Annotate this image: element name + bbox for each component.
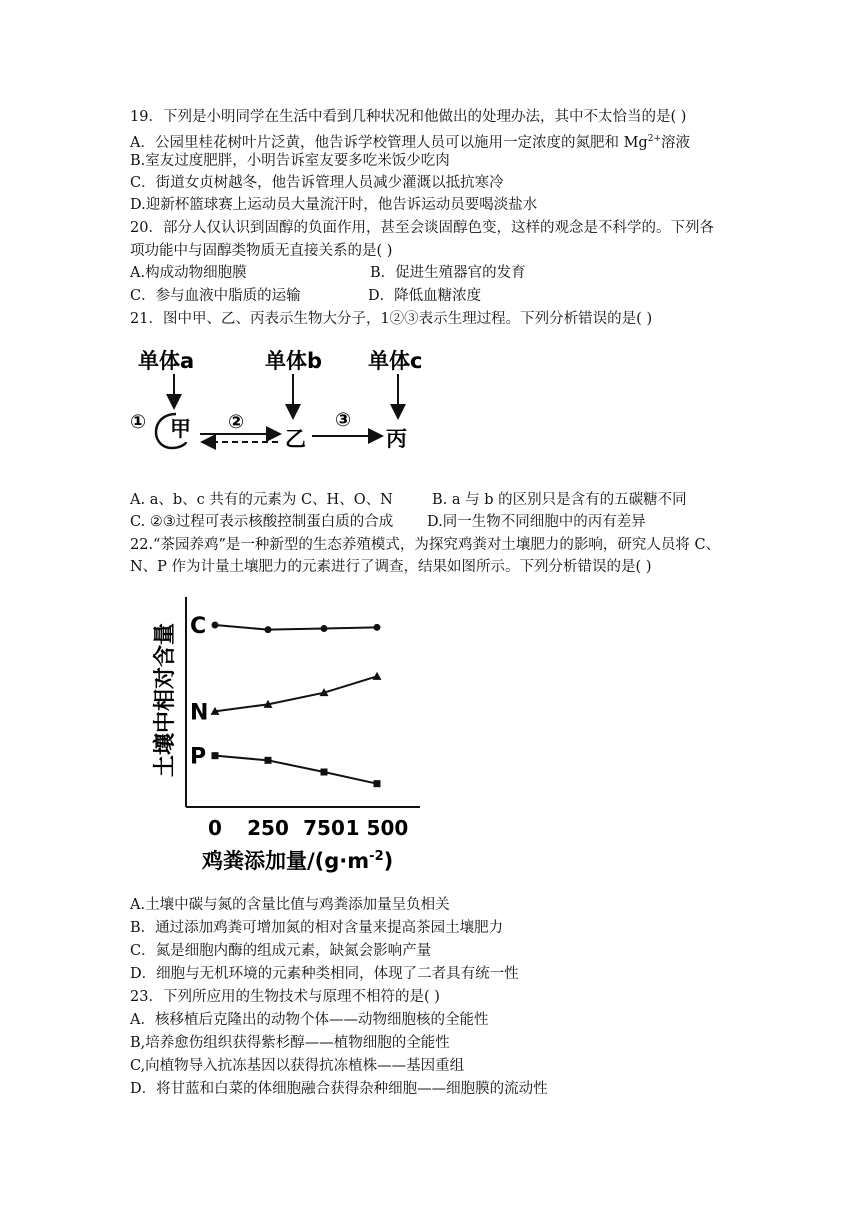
data-point-p: [265, 757, 272, 764]
q20-option-a: A.构成动物细胞膜: [130, 265, 247, 281]
series-label-c: C: [190, 614, 207, 639]
x-axis-label-text: 鸡粪添加量/(g·m: [202, 849, 370, 873]
q19-option-c: C．街道女贞树越冬，他告诉管理人员减少灌溉以抵抗寒冷: [130, 175, 504, 191]
series-label-n: N: [190, 700, 209, 726]
x-axis-label: [201, 849, 393, 873]
q19-option-a-tail: 溶液: [661, 134, 690, 151]
data-point-p: [212, 752, 219, 759]
series-line-n: [215, 676, 377, 711]
q20-option-b: B．促进生殖器官的发育: [370, 265, 526, 281]
soil-element-chart: [130, 585, 430, 885]
x-axis-label-sup: -2: [369, 849, 384, 864]
data-point-c: [374, 624, 381, 631]
series-line-p: [215, 756, 377, 784]
monomer-c-label: 单体c: [368, 349, 423, 373]
q22-option-d: D．细胞与无机环境的元素种类相同，体现了二者具有统一性: [130, 966, 519, 982]
q23-option-c: C,向植物导入抗冻基因以获得抗冻植株——基因重组: [130, 1058, 465, 1074]
q19-stem: 19．下列是小明同学在生活中看到几种状况和他做出的处理办法，其中不太恰当的是( ): [130, 109, 687, 125]
q19-option-a: [130, 129, 690, 153]
q22-option-b: B．通过添加鸡粪可增加氮的相对含量来提高茶园土壤肥力: [130, 920, 504, 936]
q22-stem-line1: 22.“茶园养鸡”是一种新型的生态养殖模式，为探究鸡粪对土壤肥力的影响，研究人员将 C、: [130, 537, 721, 553]
q21-option-a: A. a、b、c 共有的元素为 C、H、O、N: [130, 492, 393, 508]
q23-stem: 23．下列所应用的生物技术与原理不相符的是( ): [130, 989, 440, 1005]
q23-option-d: D．将甘蓝和白菜的体细胞融合获得杂种细胞——细胞膜的流动性: [130, 1081, 548, 1097]
ticks-layer: [208, 816, 408, 840]
q20-option-c: C．参与血液中脂质的运输: [130, 288, 301, 304]
q22-stem-line2: N、P 作为计量土壤肥力的元素进行了调查，结果如图所示。下列分析错误的是( ): [130, 559, 652, 575]
step2-label: ②: [228, 411, 245, 433]
q23-option-a: A．核移植后克隆出的动物个体——动物细胞核的全能性: [130, 1012, 489, 1028]
x-tick-label: 750: [303, 816, 345, 840]
q23-option-b: B,培养愈伤组织获得紫杉醇——植物细胞的全能性: [130, 1035, 450, 1051]
x-tick-label: 0: [208, 816, 222, 840]
node-yi: 乙: [285, 427, 306, 451]
data-point-c: [265, 626, 272, 633]
x-tick-label: 250: [247, 816, 289, 840]
step3-label: ③: [335, 409, 352, 431]
series-label-p: P: [190, 744, 207, 770]
q21-diagram: [120, 338, 450, 458]
q19-option-b: B.室友过度肥胖，小明告诉室友要多吃米饭少吃肉: [130, 153, 450, 169]
q20-stem-line1: 20．部分人仅认识到固醇的负面作用，甚至会谈固醇色变，这样的观念是不科学的。下列各: [130, 220, 714, 236]
series-layer: [190, 614, 382, 787]
step1-label: ①: [130, 411, 147, 433]
q21-stem: 21．图中甲、乙、丙表示生物大分子，1②③表示生理过程。下列分析错误的是( ): [130, 311, 653, 327]
monomer-a-label: 单体a: [138, 349, 195, 373]
node-bing: 丙: [386, 427, 407, 451]
q20-stem-line2: 项功能中与固醇类物质无直接关系的是( ): [130, 243, 393, 259]
q19-option-d: D.迎新杯篮球赛上运动员大量流汗时，他告诉运动员要喝淡盐水: [130, 197, 538, 213]
y-axis-label: 土壤中相对含量: [153, 622, 178, 778]
x-axis-label-close: ): [383, 849, 394, 873]
data-point-p: [374, 780, 381, 787]
data-point-p: [321, 769, 328, 776]
q21-option-b: B. a 与 b 的区别只是含有的五碳糖不同: [432, 492, 687, 508]
q20-option-d: D．降低血糖浓度: [368, 288, 482, 304]
q21-option-c: C. ②③过程可表示核酸控制蛋白质的合成: [130, 514, 394, 530]
data-point-n: [373, 672, 382, 680]
data-point-c: [321, 625, 328, 632]
q19-option-a-text: A．公园里桂花树叶片泛黄，他告诉学校管理人员可以施用一定浓度的氮肥和 Mg: [130, 134, 648, 151]
x-tick-label: 1 500: [345, 816, 409, 840]
series-line-c: [215, 625, 377, 630]
q22-option-c: C．氮是细胞内酶的组成元素，缺氮会影响产量: [130, 943, 432, 959]
data-point-c: [212, 622, 219, 629]
monomer-b-label: 单体b: [265, 349, 323, 373]
node-jia: 甲: [170, 417, 191, 441]
q22-option-a: A.土壤中碳与氮的含量比值与鸡粪添加量呈负相关: [130, 897, 450, 913]
q19-option-a-sup: 2+: [647, 134, 661, 144]
q21-option-d: D.同一生物不同细胞中的丙有差异: [427, 514, 646, 530]
